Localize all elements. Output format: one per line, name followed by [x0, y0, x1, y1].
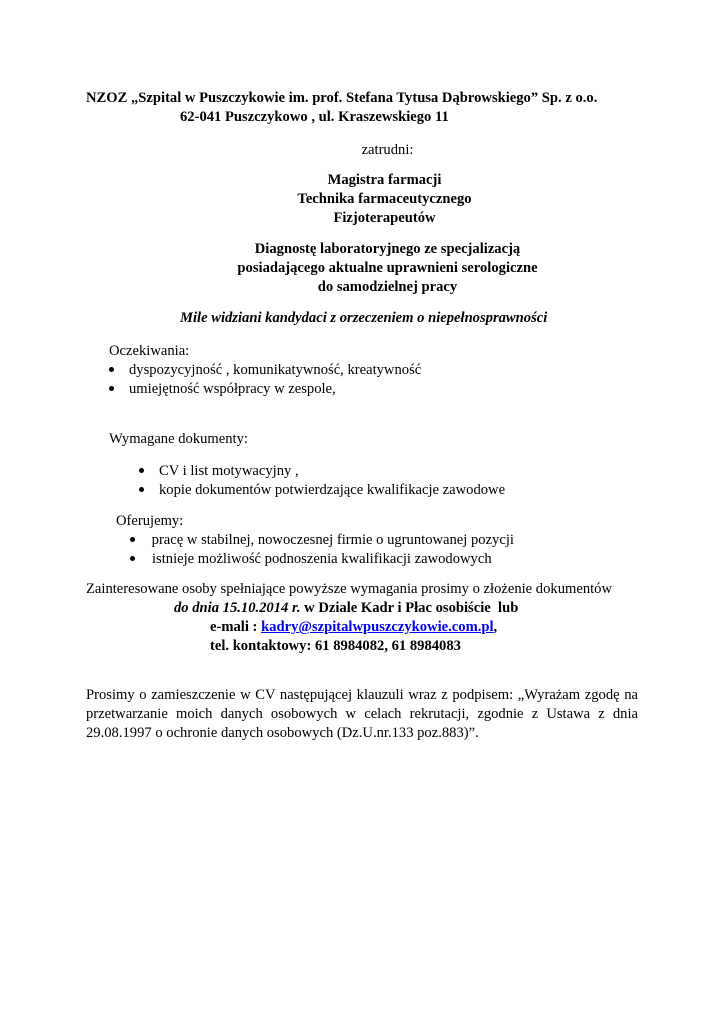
organization-name: NZOZ „Szpital w Puszczykowie im. prof. Stefana Tytusa Dąbrowskiego” Sp. z o.o. [86, 90, 598, 106]
deadline-location: w Dziale Kadr i Płac osobiście lub [300, 600, 519, 616]
organization-address: 62-041 Puszczykowo , ul. Kraszewskiego 11 [180, 109, 449, 125]
position-physiotherapist: Fizjoterapeutów [333, 210, 436, 226]
diagnostician-requirement: posiadającego aktualne uprawnieni serologiczne [237, 260, 538, 276]
email-trailing-comma: , [493, 619, 498, 635]
deadline-date: do dnia 15.10.2014 r. [174, 600, 301, 616]
contact-phone: tel. kontaktowy: 61 8984082, 61 8984083 [210, 638, 461, 654]
offer-heading: Oferujemy: [116, 513, 184, 529]
application-email-line [210, 618, 497, 637]
email-link[interactable]: kadry@szpitalwpuszczykowie.com.pl [261, 619, 494, 635]
gdpr-consent-clause: Prosimy o zamieszczenie w CV następującej klauzuli wraz z podpisem: „Wyrażam zgodę na przetwarzanie moich danych osobowych w celach rekrutacji, zgodnie z Ustawa z dnia 29.08.1997 o ochronie danych osobowych (Dz.U.nr.133 poz.883)”. [86, 687, 638, 741]
bullet-icon [139, 468, 144, 473]
bullet-icon [109, 386, 114, 391]
documents-heading: Wymagane dokumenty: [109, 431, 248, 447]
position-lab-diagnostician: Diagnostę laboratoryjnego ze specjalizacją [254, 241, 521, 257]
position-pharma-technician: Technika farmaceutycznego [297, 191, 472, 207]
bullet-icon [139, 487, 144, 492]
application-instructions: Zainteresowane osoby spełniające powyższe wymagania prosimy o złożenie dokumentów [86, 581, 613, 597]
disability-welcome-note: Mile widziani kandydaci z orzeczeniem o niepełnosprawności [180, 310, 548, 326]
bullet-icon [109, 367, 114, 372]
position-pharmacist: Magistra farmacji [327, 172, 442, 188]
bullet-icon [130, 537, 135, 542]
job-announcement-page: NZOZ „Szpital w Puszczykowie im. prof. Stefana Tytusa Dąbrowskiego” Sp. z o.o. 62-041 Puszczykowo , ul. Kraszewskiego 11 zatrudni: Magistra farmacji Technika farmaceutycznego Fizjoterapeutów Diagnostę laboratoryjnego ze specjalizacją posiadającego aktualne uprawnieni serologiczne do samodzielnej pracy Mile widziani kandydaci z orzeczeniem o niepełnosprawności Oczekiwania: dyspozycyjność , komunikatywność, kreatywność umiejętność współpracy w zespole, Wymagane dokumenty: CV i list motywacyjny , kopie dokumentów potwierdzające kwalifikacje zawodowe Oferujemy: pracę w stabilnej, nowoczesnej firmie o ugruntowanej pozycji istnieje możliwość podnoszenia kwalifikacji zawodowych Zainteresowane osoby spełniające powyższe wymagania prosimy o złożenie dokumentów do dnia 15.10.2014 r. w Dziale Kadr i Płac osobiście lub e-mali : kadry@szpitalwpuszczykowie.com.pl, tel. kontaktowy: 61 8984082, 61 8984083 Prosimy o zamieszczenie w CV następującej klauzuli wraz z podpisem: „Wyrażam zgodę na przetwarzanie moich danych osobowych w celach rekrutacji, zgodnie z Ustawa z dnia 29.08.1997 o ochronie danych osobowych (Dz.U.nr.133 poz.883)”. [0, 0, 725, 1024]
email-label: e-mali : [210, 619, 262, 635]
application-deadline-line [174, 599, 518, 618]
intro-text: zatrudni: [361, 142, 414, 158]
expectations-heading: Oczekiwania: [109, 343, 190, 359]
diagnostician-scope: do samodzielnej pracy [317, 279, 458, 295]
bullet-icon [130, 556, 135, 561]
